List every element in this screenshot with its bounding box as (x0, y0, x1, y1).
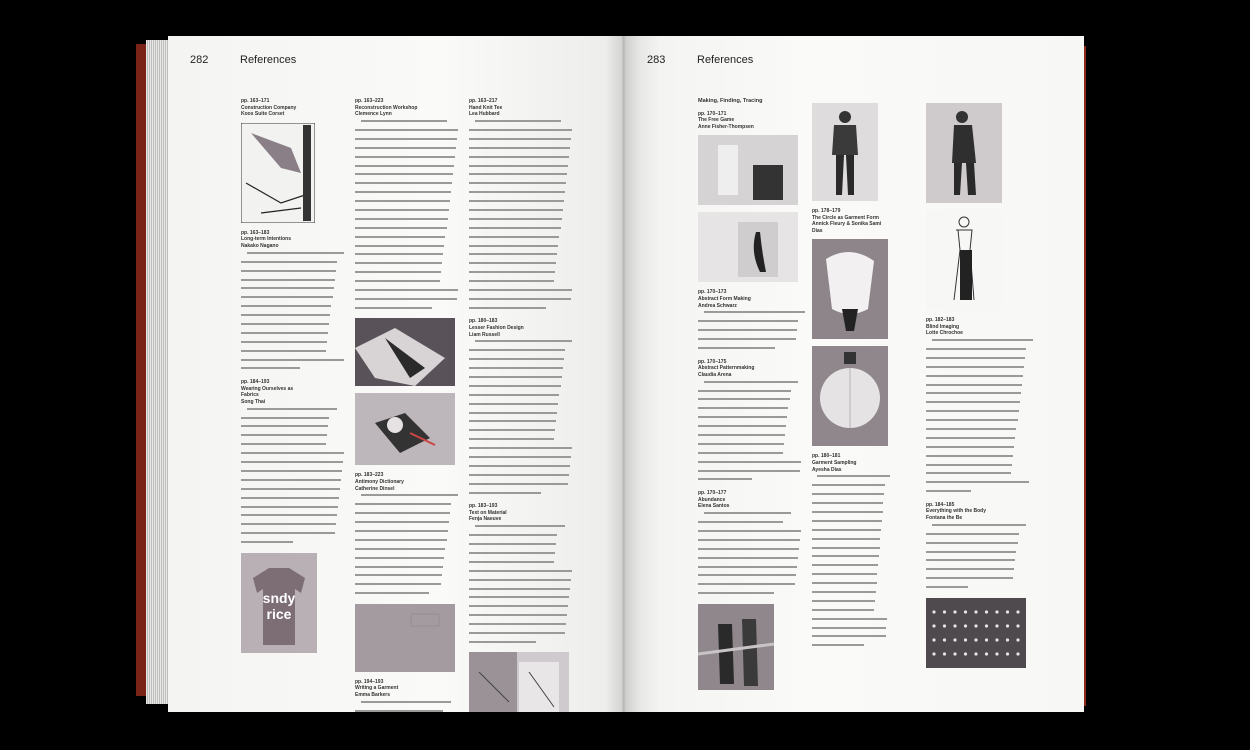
body-text-line (698, 452, 802, 459)
body-text-line (812, 627, 888, 634)
page-ref: pp. 163–171 (241, 98, 270, 104)
man-standing-image (812, 103, 888, 201)
body-text-line (926, 357, 1030, 364)
entry-title-line: Antimony Dictionary (355, 478, 404, 485)
body-text-line (469, 120, 573, 127)
body-text-line (812, 547, 888, 554)
reference-entry (926, 317, 1030, 497)
page-ref: pp. 180–181 (812, 453, 841, 460)
body-text-line (241, 470, 345, 477)
body-text-line (469, 307, 573, 314)
body-text-line (698, 548, 802, 555)
body-text-line (241, 541, 345, 548)
page-number-left: 282 (190, 54, 209, 66)
entry-title-line: Dias (812, 227, 823, 234)
body-text-line (469, 570, 573, 577)
entry-title-line: Wearing Ourselves as (241, 385, 294, 392)
body-text-line (241, 287, 345, 294)
body-text-line (926, 401, 1030, 408)
reference-entry (241, 230, 345, 374)
body-text-line (469, 632, 573, 639)
body-text-line (241, 514, 345, 521)
plain-card-image (355, 604, 459, 672)
entry-title-line: Fabrics (241, 392, 259, 399)
body-text-line (926, 577, 1030, 584)
running-head-right: References (697, 54, 754, 66)
entry-title-line: Liam Russell (469, 331, 500, 338)
entry-title-line: Annick Fleury & Sonika Sami (812, 221, 882, 228)
body-text-line (355, 583, 459, 590)
entry-title-line: Blind Imaging (926, 323, 960, 330)
body-text-line (469, 271, 573, 278)
body-text-line (926, 533, 1030, 540)
body-text-line (698, 557, 802, 564)
body-text-line (926, 472, 1030, 479)
entry-title-line: Abstract Form Making (698, 295, 751, 302)
body-text-line (469, 218, 573, 225)
body-text-line (926, 524, 1030, 531)
body-text-line (469, 605, 573, 612)
reference-entry (241, 98, 345, 118)
entry-title-line: Text on Material (469, 509, 507, 516)
body-text-line (926, 428, 1030, 435)
reference-entry (698, 289, 802, 353)
body-text-line (469, 349, 573, 356)
body-text-line (355, 120, 459, 127)
entry-title-line: Lotte Chrochoe (926, 330, 963, 337)
entry-title-line: Emma Barkers (355, 692, 391, 699)
body-text-line (812, 600, 888, 607)
body-text-line (355, 245, 459, 252)
body-text-line (241, 359, 345, 366)
chair-image (698, 135, 802, 205)
body-text-line (812, 493, 888, 500)
body-text-line (241, 350, 345, 357)
body-text-line (241, 417, 345, 424)
line-sketch-image (926, 210, 1030, 310)
body-text-line (698, 390, 802, 397)
entry-title-line: Hand Knit Tee (469, 104, 503, 111)
body-text-line (469, 262, 573, 269)
body-text-line (355, 147, 459, 154)
body-text-line (241, 323, 345, 330)
body-text-line (926, 542, 1030, 549)
body-text-line (241, 434, 345, 441)
body-text-line (469, 280, 573, 287)
body-text-line (469, 614, 573, 621)
entry-title-line: The Free Game (698, 117, 735, 124)
entry-title-line: Song Thai (241, 398, 266, 405)
body-text-line (469, 465, 573, 472)
body-text-line (698, 461, 802, 468)
body-text-line (355, 209, 459, 216)
body-text-line (812, 502, 888, 509)
body-text-line (241, 270, 345, 277)
reference-entry (926, 502, 1030, 593)
dot-grid-image (926, 598, 1030, 668)
running-head-left: References (240, 54, 297, 66)
entry-title-line: Catherine Dinsel (355, 485, 395, 492)
entry-title-line: Construction Company (241, 104, 297, 111)
page-ref: pp. 170–177 (698, 490, 727, 497)
body-text-line (812, 635, 888, 642)
body-text-line (469, 182, 573, 189)
body-text-line (469, 165, 573, 172)
body-text-line (469, 420, 573, 427)
body-text-line (355, 200, 459, 207)
left-column-3 (469, 98, 573, 712)
body-text-line (355, 574, 459, 581)
reference-entry (355, 679, 459, 712)
entry-title-line: Ayesha Dias (812, 466, 842, 473)
body-text-line (469, 561, 573, 568)
body-text-line (355, 236, 459, 243)
body-text-line (241, 296, 345, 303)
entry-title-line: Writing a Garment (355, 685, 399, 692)
entry-title-line: Andrea Schwarz (698, 302, 737, 309)
body-text-line (698, 478, 802, 485)
body-text-line (469, 552, 573, 559)
body-text-line (241, 367, 345, 374)
body-text-line (469, 525, 573, 532)
circle-dress-image (812, 346, 888, 446)
body-text-line (241, 461, 345, 468)
tee-text-line-1: sndy (262, 589, 296, 606)
body-text-line (698, 530, 802, 537)
body-text-line (698, 443, 802, 450)
left-column-1 (241, 98, 345, 660)
page-ref: pp. 163–217 (469, 98, 498, 104)
body-text-line (469, 641, 573, 648)
page-ref: pp. 184–185 (926, 501, 955, 508)
body-text-line (469, 579, 573, 586)
body-text-line (469, 358, 573, 365)
body-text-line (469, 474, 573, 481)
body-text-line (355, 307, 459, 314)
body-text-line (469, 367, 573, 374)
body-text-line (926, 339, 1030, 346)
reference-entry (698, 111, 802, 131)
body-text-line (698, 521, 802, 528)
entry-title-line: Lesser Fashion Design (469, 324, 524, 331)
body-text-line (469, 340, 573, 347)
body-text-line (469, 438, 573, 445)
book-cover-edge-left (136, 44, 146, 696)
tee-image (241, 553, 345, 653)
body-text-line (698, 583, 802, 590)
body-text-line (812, 591, 888, 598)
body-text-line (355, 494, 459, 501)
body-text-line (926, 455, 1030, 462)
body-text-line (469, 200, 573, 207)
body-text-line (698, 329, 802, 336)
reference-entry (355, 98, 459, 313)
body-text-line (698, 434, 802, 441)
body-text-line (469, 289, 573, 296)
entry-title-line: Clemence Lynn (355, 111, 392, 118)
body-text-line (469, 394, 573, 401)
reference-entry (698, 98, 802, 105)
page-ref: pp. 170–173 (698, 289, 727, 296)
page-ref: pp. 194–193 (355, 678, 384, 685)
body-text-line (469, 236, 573, 243)
page-ref: pp. 184–193 (241, 379, 270, 386)
page-ref: pp. 163–223 (355, 98, 384, 104)
entry-title-line: Everything with the Body (926, 508, 987, 515)
body-text-line (241, 425, 345, 432)
page-ref: pp. 183–193 (469, 503, 498, 510)
entry-title-line: Anne Fisher-Thompsen (698, 123, 754, 130)
left-column-2 (355, 98, 459, 712)
body-text-line (926, 559, 1030, 566)
body-text-line (698, 347, 802, 354)
body-text-line (241, 252, 345, 259)
body-text-line (355, 710, 459, 712)
body-text-line (812, 618, 888, 625)
reference-entry (469, 318, 573, 498)
body-text-line (355, 156, 459, 163)
body-text-line (812, 475, 888, 482)
body-text-line (355, 165, 459, 172)
body-text-line (698, 566, 802, 573)
page-stack-edge (146, 40, 168, 704)
body-text-line (355, 548, 459, 555)
body-text-line (469, 245, 573, 252)
entry-title-line: Reconstruction Workshop (355, 104, 418, 111)
body-text-line (469, 253, 573, 260)
entry-title-line: Abstract Patternmaking (698, 365, 755, 372)
body-text-line (469, 483, 573, 490)
body-text-line (355, 271, 459, 278)
reference-entry (698, 359, 802, 485)
body-text-line (469, 138, 573, 145)
body-text-line (241, 314, 345, 321)
studio-image (469, 652, 573, 712)
body-text-line (812, 582, 888, 589)
body-text-line (469, 129, 573, 136)
body-text-line (469, 173, 573, 180)
woman-pose-image (926, 103, 1030, 203)
body-text-line (698, 311, 802, 318)
body-text-line (926, 375, 1030, 382)
right-column-2 (812, 98, 888, 656)
body-text-line (355, 191, 459, 198)
body-text-line (355, 289, 459, 296)
body-text-line (469, 623, 573, 630)
collage-1-image (355, 318, 459, 386)
body-text-line (812, 511, 888, 518)
entry-title-line: Claudia Arena (698, 371, 732, 378)
body-text-line (355, 218, 459, 225)
sketch-image (241, 123, 345, 223)
page-ref: pp. 178–179 (812, 208, 841, 214)
body-text-line (241, 305, 345, 312)
body-text-line (926, 586, 1030, 593)
section-heading: Making, Finding, Tracing (698, 98, 763, 104)
reference-entry (812, 208, 888, 234)
page-ref: pp. 163–183 (241, 229, 270, 236)
body-text-line (241, 523, 345, 530)
page-ref: pp. 180–183 (469, 318, 498, 325)
entry-title-line: Fenja Naeuve (469, 516, 502, 523)
body-text-line (241, 261, 345, 268)
body-text-line (812, 644, 888, 651)
body-text-line (355, 227, 459, 234)
reference-entry (355, 472, 459, 598)
left-page (168, 36, 623, 712)
body-text-line (241, 443, 345, 450)
reference-entry (469, 98, 573, 313)
right-column-1 (698, 98, 802, 697)
body-text-line (241, 408, 345, 415)
body-text-line (355, 539, 459, 546)
body-text-line (241, 506, 345, 513)
reference-entry (469, 503, 573, 647)
body-text-line (926, 490, 1030, 497)
body-text-line (698, 574, 802, 581)
body-text-line (241, 341, 345, 348)
entry-title-line: Long-term Intentions (241, 236, 291, 243)
body-text-line (698, 416, 802, 423)
body-text-line (926, 568, 1030, 575)
body-text-line (355, 566, 459, 573)
dress-drape-image (698, 212, 802, 282)
body-text-line (926, 419, 1030, 426)
entry-title-line: Koos Suite Corset (241, 111, 285, 118)
body-text-line (241, 279, 345, 286)
body-text-line (926, 384, 1030, 391)
right-page (623, 36, 1084, 712)
entry-title-line: Abundance (698, 496, 726, 503)
body-text-line (469, 227, 573, 234)
body-text-line (469, 147, 573, 154)
page-ref: pp. 170–175 (698, 358, 727, 365)
body-text-line (355, 262, 459, 269)
body-text-line (355, 701, 459, 708)
reference-entry (241, 379, 345, 548)
body-text-line (812, 484, 888, 491)
reference-entry (812, 453, 888, 651)
body-text-line (355, 253, 459, 260)
body-text-line (926, 551, 1030, 558)
page-ref: pp. 170–171 (698, 110, 727, 117)
body-text-line (812, 609, 888, 616)
entry-title-line: Fontana the Be (926, 515, 963, 521)
entry-title-line: The Circle as Garment Form (812, 214, 879, 221)
body-text-line (926, 410, 1030, 417)
body-text-line (355, 173, 459, 180)
body-text-line (355, 138, 459, 145)
body-text-line (469, 447, 573, 454)
body-text-line (698, 407, 802, 414)
body-text-line (241, 532, 345, 539)
body-text-line (469, 376, 573, 383)
body-text-line (698, 338, 802, 345)
entry-title-line: Lea Hubbard (469, 111, 500, 118)
body-text-line (355, 557, 459, 564)
body-text-line (812, 573, 888, 580)
body-text-line (698, 381, 802, 388)
body-text-line (469, 385, 573, 392)
body-text-line (812, 538, 888, 545)
body-text-line (241, 479, 345, 486)
body-text-line (469, 191, 573, 198)
body-text-line (926, 464, 1030, 471)
body-text-line (698, 398, 802, 405)
body-text-line (698, 539, 802, 546)
entry-title-line: Nakako Nagano (241, 242, 279, 249)
body-text-line (355, 592, 459, 599)
body-text-line (812, 564, 888, 571)
page-ref: pp. 182–183 (926, 317, 955, 323)
body-text-line (241, 332, 345, 339)
body-text-line (355, 298, 459, 305)
body-text-line (926, 481, 1030, 488)
body-text-line (355, 129, 459, 136)
collage-2-image (355, 393, 459, 465)
body-text-line (926, 392, 1030, 399)
body-text-line (469, 492, 573, 499)
tee-text-line-2: rice (266, 605, 292, 622)
body-text-line (469, 534, 573, 541)
body-text-line (469, 596, 573, 603)
body-text-line (469, 403, 573, 410)
body-text-line (355, 503, 459, 510)
body-text-line (926, 446, 1030, 453)
body-text-line (469, 429, 573, 436)
body-text-line (469, 543, 573, 550)
body-text-line (469, 298, 573, 305)
body-text-line (812, 555, 888, 562)
body-text-line (469, 209, 573, 216)
body-text-line (812, 529, 888, 536)
page-ref: pp. 183–223 (355, 472, 384, 479)
body-text-line (355, 530, 459, 537)
body-text-line (698, 592, 802, 599)
body-text-line (469, 456, 573, 463)
body-text-line (355, 182, 459, 189)
page-number-right: 283 (647, 54, 666, 66)
book-gutter-shadow (606, 36, 640, 712)
body-text-line (469, 412, 573, 419)
body-text-line (926, 348, 1030, 355)
body-text-line (698, 425, 802, 432)
body-text-line (812, 520, 888, 527)
body-text-line (698, 320, 802, 327)
entry-title-line: Garment Sampling (812, 459, 857, 466)
body-text-line (241, 488, 345, 495)
body-text-line (469, 588, 573, 595)
body-text-line (241, 497, 345, 504)
body-text-line (698, 512, 802, 519)
right-column-3 (926, 98, 1030, 675)
entry-title-line: Elena Santos (698, 503, 730, 510)
body-text-line (355, 280, 459, 287)
figures-image (698, 604, 802, 690)
white-wrap-image (812, 239, 888, 339)
body-text-line (355, 512, 459, 519)
body-text-line (241, 452, 345, 459)
body-text-line (469, 156, 573, 163)
body-text-line (355, 521, 459, 528)
reference-entry (698, 490, 802, 599)
body-text-line (698, 470, 802, 477)
body-text-line (926, 437, 1030, 444)
body-text-line (926, 366, 1030, 373)
